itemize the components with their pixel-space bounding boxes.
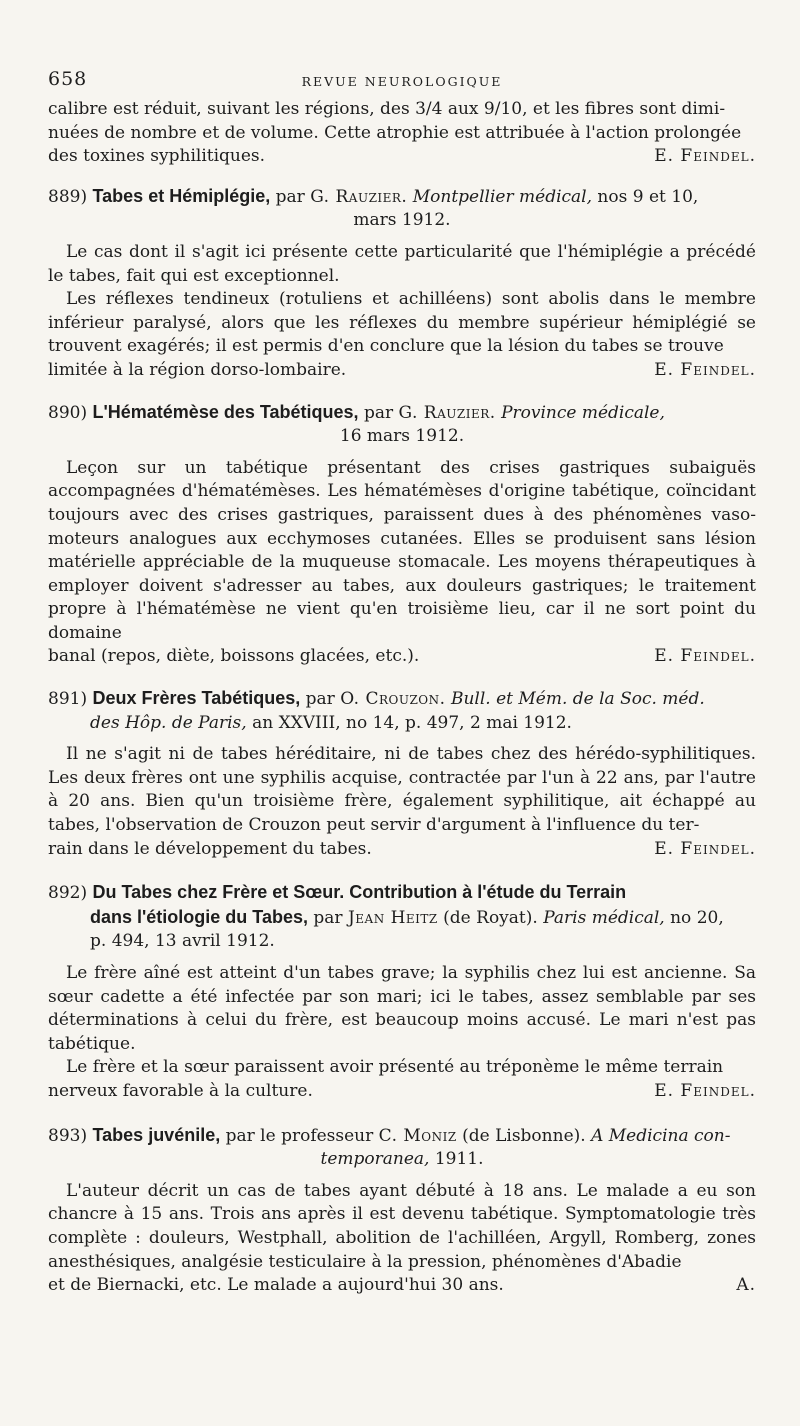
entry-journal-cont: des Hôp. de Paris,	[90, 712, 247, 733]
entry-title: L'Hématémèse des Tabétiques,	[92, 401, 359, 422]
entry-891	[48, 687, 756, 861]
entry-heading	[48, 185, 756, 233]
intro-end-line	[48, 145, 756, 169]
entry-889	[48, 185, 756, 383]
abstract-end-line	[48, 838, 756, 862]
page	[48, 58, 756, 1298]
entry-number: 889)	[48, 186, 88, 207]
entry-number: 891)	[48, 689, 88, 710]
entry-by: par	[305, 689, 335, 710]
intro-line-1: calibre est réduit, suivant les régions, des 3/4 aux 9/10, et les fibres sont dimi-	[48, 99, 726, 119]
abstract-paragraph: L'auteur décrit un cas de tabes ayant débuté à 18 ans. Le malade a eu son chancre à 15 ans. Trois ans après il est devenu tabétique. Symptomatologie très complète : douleurs, Westphall, abolition de l'achilléen, Argyll, Romberg, zones anesthésiques, analgésie testiculaire à la pression, phénomènes d'Abadie	[48, 1180, 756, 1272]
entry-ref: no 20,	[670, 907, 724, 928]
entry-by: par	[275, 186, 305, 207]
entry-heading-cont	[48, 906, 756, 931]
abstract-paragraph: Leçon sur un tabétique présentant des crises gastriques subaiguës accompagnées d'hématémèses. Les hématémèses d'origine tabétique, coïncidant toujours avec des crises gastriques, paraissent dues à des phénomènes vaso-moteurs analogues aux ecchymoses cutanées. Elles se produisent sans lésion matérielle appréciable de la muqueuse stomacale. Les moyens thérapeutiques à employer doivent s'adresser au tabes, aux douleurs gastriques; le traitement propre à l'hématémèse ne vient qu'en troisième lieu, car il ne sort point du domaine	[48, 457, 756, 643]
entry-author: O. Crouzon.	[340, 689, 446, 710]
abstract-paragraph: Le frère et la sœur paraissent avoir présenté au tréponème le même terrain	[66, 1057, 724, 1078]
entry-author: G. Rauzier.	[310, 186, 408, 207]
entry-title: Deux Frères Tabétiques,	[92, 688, 301, 709]
entry-by: par	[363, 402, 394, 423]
entry-ref-line	[48, 712, 756, 736]
entry-abstract	[48, 457, 756, 669]
entry-ref-date: mars 1912.	[353, 210, 451, 231]
abstract-paragraph: Le cas dont il s'agit ici présente cette particularité que l'hémiplégie a précédé le tabes, fait qui est exceptionnel.	[48, 241, 756, 286]
entry-journal: Montpellier médical,	[412, 186, 593, 207]
abstract-last-line: banal (repos, diète, boissons glacées, etc.).	[48, 646, 420, 667]
entry-ref-line	[48, 1148, 756, 1172]
entry-title: Tabes juvénile,	[92, 1124, 221, 1145]
abstract-last-line: nerveux favorable à la culture.	[48, 1080, 313, 1101]
entry-heading	[48, 687, 756, 735]
entry-journal: Province médicale,	[501, 402, 665, 423]
entry-ref-date: 1911.	[434, 1149, 484, 1170]
entry-abstract	[48, 743, 756, 861]
entry-heading	[48, 1124, 756, 1172]
entry-ref-date: 16 mars 1912.	[339, 426, 465, 447]
entry-author: G. Rauzier.	[398, 402, 496, 423]
entry-title: Tabes et Hémiplégie,	[92, 185, 271, 206]
entry-author: Jean Heitz	[347, 907, 438, 928]
intro-paragraph	[48, 98, 756, 169]
entry-journal-cont: temporanea,	[320, 1149, 430, 1170]
entry-890	[48, 401, 756, 670]
entry-title: Du Tabes chez Frère et Sœur. Contribution à l'étude du Terrain	[92, 882, 627, 903]
entry-ref-date: p. 494, 13 avril 1912.	[90, 931, 275, 952]
entry-heading	[48, 881, 756, 954]
signature: E. Feindel.	[654, 1080, 756, 1101]
entry-abstract	[48, 962, 756, 1104]
entry-by: par le professeur	[225, 1125, 374, 1146]
signature: E. Feindel.	[654, 646, 756, 667]
entry-heading	[48, 401, 756, 449]
abstract-end-line	[48, 359, 756, 383]
abstract-paragraph: Il ne s'agit ni de tabes héréditaire, ni de tabes chez des hérédo-syphilitiques. Les deux frères ont une syphilis acquise, contractée par l'un à 22 ans, par l'autre à 20 ans. Bien qu'un troisième frère, également syphilitique, ait échappé au tabes, l'observation de Crouzon peut servir d'argument à l'influence du ter-	[48, 744, 756, 836]
abstract-last-line: limitée à la région dorso-lombaire.	[48, 359, 347, 380]
entry-ref-date: an XXVIII, no 14, p. 497, 2 mai 1912.	[252, 712, 572, 733]
entry-893	[48, 1124, 756, 1298]
entry-affiliation: (de Lisbonne).	[462, 1125, 586, 1146]
intro-line-3: des toxines syphilitiques.	[48, 146, 266, 167]
entry-title-cont: dans l'étiologie du Tabes,	[90, 906, 308, 927]
entry-abstract	[48, 1180, 756, 1298]
entry-number: 890)	[48, 402, 88, 423]
signature: E. Feindel.	[654, 838, 756, 859]
entry-journal: Bull. et Mém. de la Soc. méd.	[450, 689, 705, 710]
abstract-end-line	[48, 1274, 756, 1298]
signature: E. Feindel.	[654, 359, 756, 380]
entry-affiliation: (de Royat).	[443, 907, 538, 928]
abstract-end-line	[48, 1080, 756, 1104]
entry-by: par	[313, 907, 343, 928]
entry-892	[48, 881, 756, 1103]
abstract-paragraph: Les réflexes tendineux (rotuliens et achilléens) sont abolis dans le membre inférieur paralysé, alors que les réflexes du membre supérieur hémiplégié se trouvent exagérés; il est permis d'en conclure que la lésion du tabes se trouve	[48, 289, 756, 357]
entry-number: 893)	[48, 1125, 88, 1146]
abstract-end-line	[48, 645, 756, 669]
abstract-last-line: et de Biernacki, etc. Le malade a aujourd'hui 30 ans.	[48, 1275, 504, 1296]
intro-line-2: nuées de nombre et de volume. Cette atrophie est attribuée à l'action prolongée	[48, 122, 742, 143]
running-head	[48, 58, 756, 98]
entry-abstract	[48, 241, 756, 383]
abstract-paragraph: Le frère aîné est atteint d'un tabes grave; la syphilis chez lui est ancienne. Sa sœur cadette a été infectée par son mari; ici le tabes, assez semblable par ses déterminations à celui du frère, est beaucoup moins accusé. Le mari n'est pas tabétique.	[48, 963, 756, 1054]
entry-author: C. Moniz	[378, 1125, 457, 1146]
entry-journal: A Medicina con-	[591, 1125, 731, 1146]
entry-ref: nos 9 et 10,	[597, 186, 699, 207]
journal-title: REVUE NEUROLOGIQUE	[301, 74, 503, 89]
page-number: 658	[48, 68, 88, 90]
entry-journal: Paris médical,	[543, 907, 665, 928]
signature: A.	[736, 1275, 756, 1296]
signature: E. Feindel.	[654, 146, 756, 167]
entry-number: 892)	[48, 883, 88, 904]
abstract-last-line: rain dans le développement du tabes.	[48, 838, 372, 859]
